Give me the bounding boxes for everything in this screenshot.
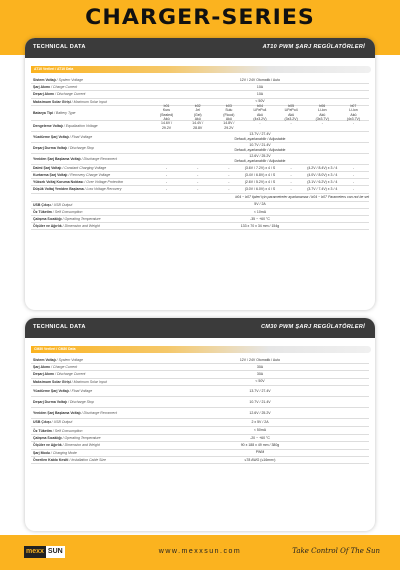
row-value: < 50V	[255, 99, 265, 104]
cell: -	[197, 165, 199, 170]
table-row	[31, 165, 369, 172]
cell: (3.4V / 6.8V) x 4 / S	[244, 172, 276, 177]
row-value: 10A	[256, 85, 264, 90]
cell: (4.2V / 8.4V) x 3 / 4	[307, 165, 338, 170]
row-label: Deşarj Akımı / Discharge Current	[33, 372, 86, 377]
row-value: 13.7V / 27.4V Default, ayarlanabilir / Adjustable	[234, 132, 286, 141]
cell: 14.8V / 29.2V	[223, 121, 235, 130]
cell: -	[165, 165, 168, 170]
table-row	[31, 223, 369, 230]
footnote: b04 ~ b07 tipleri için parametreler ayarlanamaz / b04 ~ b07 Parameters can not be set	[31, 194, 369, 202]
cell: -	[228, 172, 230, 177]
row-label: Deşarj Akımı / Discharge Current	[33, 92, 86, 97]
row-label: Yüzdürme Şarj Voltajı / Float Voltage	[33, 388, 93, 393]
slogan: Take Control Of The Sun	[292, 547, 380, 555]
row-label: Düşük Voltaj Yeniden Başlama / Low Voltage Recovery	[33, 187, 122, 192]
spec-table	[31, 357, 369, 464]
table-row	[31, 379, 369, 386]
cell: -	[197, 180, 199, 185]
cell: b03 Sulu (Flood) Akü	[223, 103, 235, 122]
panel-header	[25, 318, 375, 338]
cell: -	[352, 187, 354, 192]
cell: b07 Li-ion Akü (4x3.7V)	[346, 103, 361, 122]
row-label: Deşarj Durma Voltajı / Discharge Stop	[33, 145, 94, 150]
table-row	[31, 408, 369, 419]
row-label: Batarya Tipi / Battery Type	[33, 110, 76, 115]
row-value: 12.6V / 25.2V Default, ayarlanabilir / Adjustable	[234, 154, 286, 163]
table-row	[31, 91, 369, 98]
row-label: USB Çıkışı / USB Output	[33, 202, 73, 207]
panel-header	[25, 38, 375, 58]
row-value: 30A	[256, 365, 264, 370]
row-label: Çalışma Sıcaklığı / Operating Temperature	[33, 216, 101, 221]
row-value: -35 ~ +60 °C	[250, 216, 270, 221]
table-row	[31, 103, 369, 122]
cell: (4.0V / 8.0V) x 3 / 4	[307, 172, 338, 177]
cell: b01 Kuru (Sealed) Akü	[159, 103, 174, 122]
row-value: 13.7V / 27.4V	[249, 388, 271, 393]
row-label: Maksimum Solar Girişi / Maximum Solar Input	[33, 379, 107, 384]
row-value: < 50mA	[253, 428, 267, 433]
row-label: Ölçüler ve Ağırlık / Dimension and Weight	[33, 224, 100, 229]
cell: -	[321, 121, 323, 126]
table-row	[31, 450, 369, 457]
table-row	[31, 84, 369, 91]
cell: (3.1V / 6.2V) x 3 / 4	[307, 180, 338, 185]
row-value: 10.7V / 21.4V	[249, 399, 271, 404]
row-value: < 10mA	[253, 209, 267, 214]
cell: (2.6V / 5.2V) x 4 / S	[244, 180, 276, 185]
row-value: 5V / 2A	[254, 202, 266, 207]
table-row	[31, 216, 369, 223]
table-row	[31, 154, 369, 165]
table-row	[31, 179, 369, 186]
cell: -	[290, 165, 292, 170]
row-label: Yeniden Şarj Başlama Voltajı / Discharge Reconnect	[33, 410, 117, 415]
cell: (3.0V / 6.0V) x 4 / S	[244, 187, 276, 192]
table-row	[31, 77, 369, 84]
row-value: 133 x 70 x 34 mm / 154g	[240, 223, 280, 228]
page-title: CHARGER-SERIES	[85, 5, 315, 29]
cell: -	[352, 172, 354, 177]
section-tag	[31, 66, 371, 73]
cell: (3.7V / 7.4V) x 3 / 4	[307, 187, 338, 192]
table-row	[31, 364, 369, 371]
cell: -	[290, 187, 292, 192]
row-value: 30A	[256, 372, 264, 377]
row-value: 2 x 5V / 2A	[251, 420, 269, 425]
logo-part-a: mexx	[24, 546, 46, 558]
cell: -	[352, 165, 354, 170]
table-row	[31, 419, 369, 427]
footer	[0, 535, 400, 570]
spec-table	[31, 77, 369, 230]
cm30-panel	[25, 318, 375, 531]
cell: -	[165, 172, 168, 177]
row-label: Şarj Akımı / Charge Current	[33, 85, 78, 90]
row-label: Sistem Voltajı / System Voltage	[33, 78, 84, 83]
table-row	[31, 371, 369, 378]
panel-header-right: AT10 PWM ŞARJ REGÜLATÖRLERİ	[262, 44, 365, 50]
row-value: ≤78 AWG (≤16mm²)	[244, 457, 276, 462]
row-label: Sistem Voltajı / System Voltage	[33, 358, 84, 363]
at10-panel	[25, 38, 375, 310]
row-label: Ölçüler ve Ağırlık / Dimension and Weight	[33, 443, 100, 448]
cell: b06 Li-ion Akü (3x3.7V)	[315, 103, 329, 122]
row-label: Şarj Modu / Charging Mode	[33, 450, 77, 455]
cell: -	[197, 172, 199, 177]
table-row	[31, 172, 369, 179]
table-row	[31, 435, 369, 442]
section-tag	[31, 346, 371, 353]
table-row	[31, 132, 369, 143]
table-row	[31, 121, 369, 132]
row-value: 10A	[256, 92, 264, 97]
row-value: 12.6V / 25.2V	[249, 410, 271, 415]
logo-part-b: SUN	[46, 546, 65, 558]
table-row	[31, 386, 369, 397]
row-value: 10.7V / 21.4V Default, ayarlanabilir / Adjustable	[234, 143, 286, 152]
cell: -	[165, 187, 168, 192]
panel-header-right: CM30 PWM ŞARJ REGÜLATÖRLERİ	[260, 324, 365, 330]
cell: 14.4V / 28.8V	[192, 121, 204, 130]
cell: -	[290, 180, 292, 185]
website-link[interactable]: www.mexxsun.com	[158, 548, 242, 555]
table-row	[31, 442, 369, 449]
row-label: Yeniden Şarj Başlama Voltajı / Discharge Reconnect	[33, 156, 117, 161]
row-label: Öz Tüketim / Self Consumption	[33, 428, 83, 433]
section-tag-label: AT10 Verileri / AT10 Data	[34, 67, 74, 71]
cell: -	[228, 180, 230, 185]
cell: b04 LiFePo4 Akü (4x3.2V)	[253, 103, 267, 122]
row-label: Daimi Şarj Voltajı / Constant Charging Voltage	[33, 165, 107, 170]
row-value: 90 x 188 x 49 mm / 380g	[240, 443, 280, 448]
panel-header-left: TECHNICAL DATA	[33, 44, 86, 50]
cell: -	[165, 180, 168, 185]
cell: -	[352, 180, 354, 185]
row-value: PWM	[255, 450, 265, 455]
row-label: Öz Tüketim / Self Consumption	[33, 209, 83, 214]
row-label: Şarj Akımı / Charge Current	[33, 365, 78, 370]
row-label: Dengeleme Voltajı / Equalization Voltage	[33, 123, 98, 128]
cell: -	[352, 121, 354, 126]
cell: -	[228, 165, 230, 170]
row-label: USB Çıkışı / USB Output	[33, 420, 73, 425]
cell: (3.6V / 7.2V) x 4 / S	[244, 165, 276, 170]
cell: -	[259, 121, 261, 126]
cell: -	[228, 187, 230, 192]
cell: b05 LiFePo4 Akü (3x3.2V)	[284, 103, 298, 122]
cell: -	[290, 172, 292, 177]
table-row	[31, 186, 369, 193]
table-row	[31, 397, 369, 408]
cell: -	[290, 121, 292, 126]
section-tag-label: CM30 Verileri / CM30 Data	[34, 347, 76, 351]
row-value: < 50V	[255, 379, 265, 384]
cell: b02 Jel (Gel) Akü	[193, 103, 202, 122]
row-label: Çalışma Sıcaklığı / Operating Temperature	[33, 436, 101, 441]
row-label: Yüksek Voltaj Koruma Noktası / Over Voltage Protection	[33, 180, 124, 185]
row-value: 12V / 24V Otomatik / Auto	[239, 357, 281, 362]
panel-header-left: TECHNICAL DATA	[33, 324, 86, 330]
row-label: Maksimum Solar Girişi / Maximum Solar Input	[33, 99, 107, 104]
row-label: Kurtarma Şarj Voltajı / Recovery Charge Voltage	[33, 173, 111, 178]
cell: -	[197, 187, 199, 192]
row-label: Yüzdürme Şarj Voltajı / Float Voltage	[33, 134, 93, 139]
row-label: Deşarj Durma Voltajı / Discharge Stop	[33, 399, 94, 404]
table-row	[31, 427, 369, 435]
cell: 14.6V / 29.2V	[161, 121, 173, 130]
row-value: 12V / 24V Otomatik / Auto	[239, 77, 281, 82]
row-label: Önerilen Kablo Kesiti / Installation Cable Size	[33, 457, 106, 462]
table-row	[31, 209, 369, 216]
table-row	[31, 202, 369, 209]
row-value: -20 ~ +60 °C	[250, 436, 270, 441]
table-row	[31, 457, 369, 464]
table-row	[31, 357, 369, 364]
table-row	[31, 143, 369, 154]
